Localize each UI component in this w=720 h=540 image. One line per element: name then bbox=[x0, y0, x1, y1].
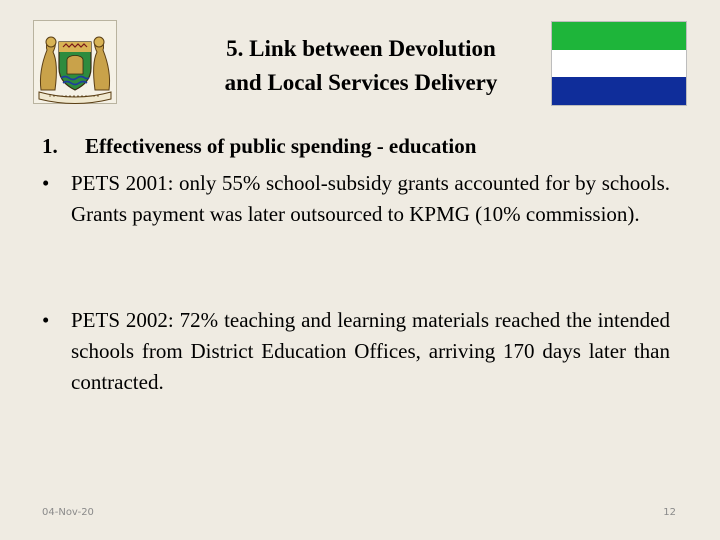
section-number: 1. bbox=[42, 134, 58, 158]
slide-title-line-1: 5. Link between Devolution bbox=[226, 36, 496, 61]
slide-title bbox=[176, 32, 546, 100]
slide-title-line-2: and Local Services Delivery bbox=[224, 70, 498, 95]
bullet-text: PETS 2002: 72% teaching and learning materials reached the intended schools from District Education Offices, arriving 170 days later than contracted. bbox=[71, 308, 670, 394]
bullet-symbol: • bbox=[42, 171, 50, 195]
sierra-leone-flag-icon bbox=[551, 21, 687, 106]
flag-stripe-white bbox=[552, 50, 686, 78]
footer-date: 04-Nov-20 bbox=[42, 507, 94, 518]
flag-stripe-blue bbox=[552, 77, 686, 105]
coat-of-arms-icon bbox=[33, 20, 117, 104]
section-heading bbox=[42, 132, 682, 160]
section-heading-text: Effectiveness of public spending - education bbox=[85, 134, 477, 158]
bullet-symbol: • bbox=[42, 308, 50, 332]
bullet-text: PETS 2001: only 55% school-subsidy grants accounted for by schools. Grants payment was later outsourced to KPMG (10% commission). bbox=[71, 171, 670, 226]
page-number: 12 bbox=[663, 507, 676, 518]
flag-stripe-green bbox=[552, 22, 686, 50]
bullet-item bbox=[42, 168, 670, 230]
bullet-item bbox=[42, 305, 670, 398]
